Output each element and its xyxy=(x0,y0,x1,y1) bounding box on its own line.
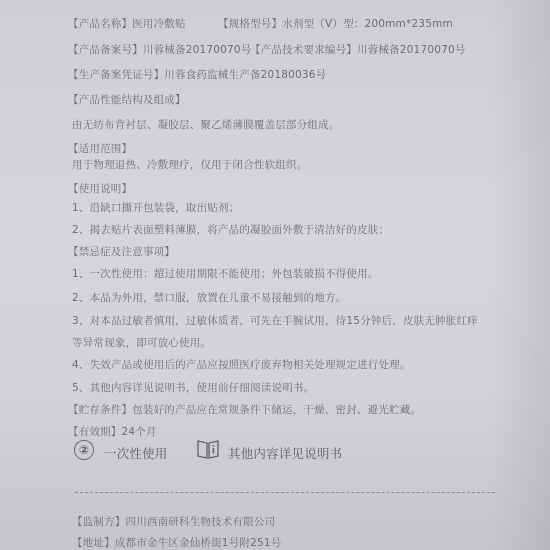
section-structure: 【产品性能结构及组成】 xyxy=(68,94,186,106)
caution-3: 3、对本品过敏者慎用，过敏体质者，可先在手腕试用，待15分钟后，皮肤无肿胀红痒 xyxy=(72,315,478,327)
divider xyxy=(75,492,495,493)
usage-step-1: 1、沿缺口撕开包装袋，取出贴剂； xyxy=(72,202,240,214)
single-use-label: 一次性使用 xyxy=(104,446,168,461)
shelf-life: 【有效期】24个月 xyxy=(68,426,157,438)
scope-text: 用于物理退热、冷敷理疗，仅用于闭合性软组织。 xyxy=(72,159,308,171)
production-filing-number: 【生产备案凭证号】川蓉食药监械生产备20180036号 xyxy=(68,69,327,81)
fold-shadow xyxy=(490,0,550,550)
caution-4: 4、失效产品或使用后的产品应按照医疗废弃物相关处理规定进行处理。 xyxy=(72,359,411,371)
storage-conditions: 【贮存条件】包装好的产品应在常规条件下储运，干燥、密封、避光贮藏。 xyxy=(68,404,422,416)
usage-step-2: 2、揭去贴片表面塑料薄膜，将产品的凝胶面外敷于清洁好的皮肤； xyxy=(72,224,390,236)
section-scope: 【适用范围】 xyxy=(68,143,133,155)
caution-5: 5、其他内容详见说明书，使用前仔细阅读说明书。 xyxy=(72,382,315,394)
section-cautions: 【禁忌症及注意事项】 xyxy=(68,246,175,258)
caution-3-cont: 等异常现象，即可放心使用。 xyxy=(72,337,212,349)
address: 【地址】成都市金牛区金仙桥街1号附251号 xyxy=(72,537,282,549)
single-use-symbol-icon: ② xyxy=(74,440,94,460)
tech-requirement-number: 【产品技术要求编号】川蓉械备20170070号 xyxy=(250,44,466,56)
filing-number: 【产品备案号】川蓉械备20170070号 xyxy=(68,44,252,56)
supervisor: 【监制方】四川西南研科生物技术有限公司 xyxy=(72,516,276,528)
product-name: 【产品名称】医用冷敷贴 xyxy=(68,18,186,30)
manual-label: 其他内容详见说明书 xyxy=(228,446,343,461)
book-info-icon xyxy=(196,438,220,460)
spec-model: 【规格型号】水剂型（V）型：200mm*235mm xyxy=(218,18,453,30)
section-usage: 【使用说明】 xyxy=(68,183,133,195)
caution-2: 2、本品为外用，禁口服，放置在儿童不易接触到的地方。 xyxy=(72,292,347,304)
structure-text: 由无纺布背衬层、凝胶层、聚乙烯薄膜覆盖层部分组成。 xyxy=(72,119,340,131)
caution-1: 1、一次性使用：超过使用期限不能使用；外包装破损不得使用。 xyxy=(72,268,379,280)
